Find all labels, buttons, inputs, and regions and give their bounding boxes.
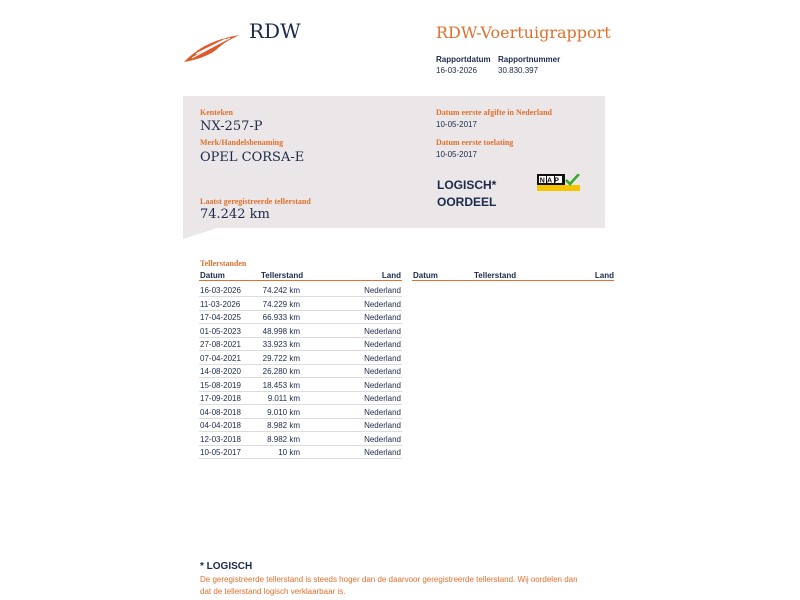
readings-title: Tellerstanden [200, 259, 247, 268]
cell-odometer: 26.280 km [262, 367, 300, 376]
first-admission-label: Datum eerste toelating [436, 138, 514, 147]
plate-label: Kenteken [200, 108, 233, 117]
first-issue-nl-value: 10-05-2017 [436, 120, 477, 129]
cell-country: Nederland [364, 380, 401, 390]
first-admission-value: 10-05-2017 [436, 150, 477, 159]
nap-logo-icon [537, 174, 580, 191]
table-row [199, 432, 402, 446]
cell-odometer: 8.982 km [267, 421, 300, 430]
cell-date: 14-08-2020 [200, 367, 241, 376]
make-value: OPEL CORSA-E [200, 150, 305, 165]
col-date-header-2: Datum [413, 271, 438, 280]
panel-tab-decoration [183, 228, 217, 239]
cell-date: 01-05-2023 [200, 326, 241, 336]
cell-date: 04-08-2018 [200, 407, 241, 417]
table-row [199, 324, 402, 338]
table-row [199, 283, 402, 297]
table-header-rule [199, 280, 402, 281]
cell-date: 07-04-2021 [200, 353, 241, 363]
col-odometer-header: Tellerstand [261, 271, 304, 280]
odometer-label: Laatst geregistreerde tellerstand [200, 197, 311, 206]
cell-date: 17-04-2025 [200, 313, 241, 322]
table-row [199, 337, 402, 351]
cell-odometer: 9.011 km [267, 394, 300, 403]
cell-country: Nederland [364, 313, 401, 322]
cell-country: Nederland [364, 407, 401, 417]
col-country-header-2: Land [594, 271, 614, 280]
cell-date: 12-03-2018 [200, 434, 241, 444]
cell-odometer: 9.010 km [267, 407, 300, 417]
cell-country: Nederland [364, 299, 401, 309]
plate-value: NX-257-P [200, 119, 263, 134]
cell-odometer: 48.998 km [262, 326, 300, 336]
cell-country: Nederland [364, 434, 401, 444]
cell-odometer: 74.242 km [262, 286, 300, 295]
table-row [199, 391, 402, 405]
report-number: 30.830.397 [498, 66, 539, 75]
brand-name: RDW [249, 19, 301, 43]
cell-date: 16-03-2026 [200, 286, 241, 295]
report-number-label: Rapportnummer [498, 55, 561, 64]
verdict-line-2: OORDEEL [437, 195, 497, 209]
cell-country: Nederland [364, 394, 401, 403]
table-row [199, 445, 402, 459]
odometer-value: 74.242 km [200, 207, 270, 222]
make-label: Merk/Handelsbenaming [200, 138, 284, 147]
table-row [199, 364, 402, 378]
cell-odometer: 10 km [278, 448, 300, 457]
table-row [199, 418, 402, 432]
cell-country: Nederland [364, 448, 401, 457]
cell-odometer: 18.453 km [262, 380, 300, 390]
footnote-text: De geregistreerde tellerstand is steeds hoger dan de daarvoor geregistreerde tellerstand. Wij oordelen dan dat de tellerstand logisch verklaarbaar is. [200, 575, 578, 596]
col-country-header: Land [381, 271, 401, 280]
report-date: 16-03-2026 [436, 66, 477, 75]
report-title: RDW-Voertuigrapport [436, 23, 611, 42]
col-odometer-header-2: Tellerstand [474, 271, 517, 280]
nap-logo-text: NAP [539, 177, 562, 185]
cell-date: 15-08-2019 [200, 380, 241, 390]
table-header-rule-2 [412, 280, 614, 281]
verdict-line-1: LOGISCH* [437, 178, 497, 192]
report-date-label: Rapportdatum [436, 55, 491, 64]
cell-odometer: 29.722 km [262, 353, 300, 363]
cell-odometer: 74.229 km [262, 299, 300, 309]
cell-date: 10-05-2017 [200, 448, 241, 457]
rdw-logo-icon [182, 30, 242, 64]
table-row [199, 297, 402, 311]
cell-country: Nederland [364, 326, 401, 336]
col-date-header: Datum [200, 271, 225, 280]
cell-date: 17-09-2018 [200, 394, 241, 403]
cell-date: 04-04-2018 [200, 421, 241, 430]
cell-country: Nederland [364, 421, 401, 430]
cell-country: Nederland [364, 367, 401, 376]
table-row [199, 310, 402, 324]
table-row [199, 405, 402, 419]
table-row [199, 378, 402, 392]
cell-country: Nederland [364, 286, 401, 295]
cell-odometer: 8.982 km [267, 434, 300, 444]
cell-country: Nederland [364, 353, 401, 363]
cell-odometer: 33.923 km [262, 340, 300, 349]
cell-country: Nederland [364, 340, 401, 349]
cell-odometer: 66.933 km [262, 313, 300, 322]
first-issue-nl-label: Datum eerste afgifte in Nederland [436, 108, 552, 117]
table-row [199, 351, 402, 365]
cell-date: 11-03-2026 [200, 299, 241, 309]
footnote-title: * LOGISCH [200, 561, 253, 572]
cell-date: 27-08-2021 [200, 340, 241, 349]
verdict [437, 177, 496, 211]
